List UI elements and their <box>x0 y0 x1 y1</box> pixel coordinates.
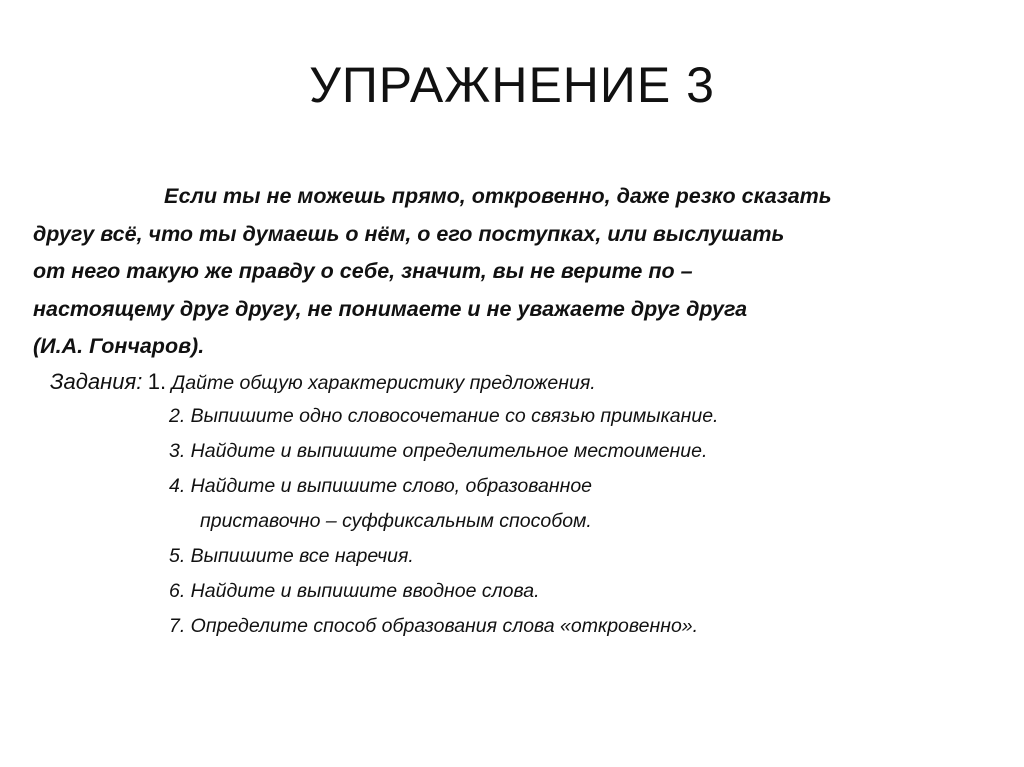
task-item-4: 4. Найдите и выпишите слово, образованное <box>169 475 593 497</box>
task-number: 1. <box>147 369 167 394</box>
task-item-3: 3. Найдите и выпишите определительное местоимение. <box>169 440 708 462</box>
tasks-list <box>0 364 1024 644</box>
quote-author: (И.А. Гончаров). <box>33 334 205 358</box>
quote-paragraph <box>33 178 993 366</box>
tasks-label: Задания: <box>50 369 143 394</box>
task-item-4-continuation: приставочно – суффиксальным способом. <box>200 510 592 532</box>
task-text: Дайте общую характеристику предложения. <box>171 372 596 394</box>
quote-line: Если ты не можешь прямо, откровенно, даже резко сказать <box>164 184 832 208</box>
quote-line: от него такую же правду о себе, значит, вы не верите по – <box>33 259 693 283</box>
task-item-2: 2. Выпишите одно словосочетание со связью примыкание. <box>169 405 719 427</box>
task-item-6: 6. Найдите и выпишите вводное слова. <box>169 580 540 602</box>
task-item-5: 5. Выпишите все наречия. <box>169 545 414 567</box>
quote-line: настоящему друг другу, не понимаете и не уважаете друг друга <box>33 296 748 321</box>
task-item-1 <box>0 364 1024 399</box>
slide-title: УПРАЖНЕНИЕ 3 <box>309 57 715 113</box>
quote-line: другу всё, что ты думаешь о нём, о его поступках, или выслушать <box>33 221 785 246</box>
task-item-7: 7. Определите способ образования слова «откровенно». <box>169 615 699 637</box>
